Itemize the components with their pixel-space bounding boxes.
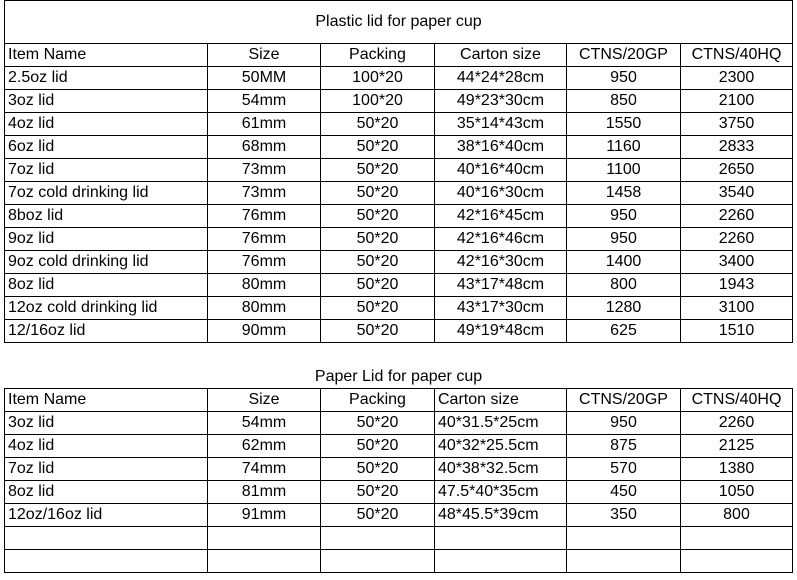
table-row [5, 205, 793, 228]
table-cell: 1160 [567, 136, 681, 159]
table-cell: 50*20 [321, 205, 435, 228]
table-cell: 35*14*43cm [435, 113, 567, 136]
table-cell: 50*20 [321, 481, 435, 504]
table-cell: 40*16*30cm [435, 182, 567, 205]
table-cell: 1380 [681, 458, 793, 481]
table-cell: 2.5oz lid [5, 67, 208, 90]
table-cell: 3100 [681, 297, 793, 320]
table-cell: 12oz/16oz lid [5, 504, 208, 527]
table-cell: 50*20 [321, 136, 435, 159]
table-cell [321, 550, 435, 573]
table-cell: 42*16*45cm [435, 205, 567, 228]
table-cell: 50*20 [321, 435, 435, 458]
table-cell: 800 [681, 504, 793, 527]
table-row [5, 90, 793, 113]
table-cell: 1550 [567, 113, 681, 136]
table-cell: 3400 [681, 251, 793, 274]
plastic-table-title: Plastic lid for paper cup [5, 1, 793, 44]
table-row [5, 113, 793, 136]
table-cell: 2260 [681, 228, 793, 251]
table-cell: 1280 [567, 297, 681, 320]
table-cell: 100*20 [321, 67, 435, 90]
table-cell: 76mm [208, 251, 321, 274]
plastic-lid-table [4, 0, 793, 343]
table-cell: 76mm [208, 205, 321, 228]
column-header: CTNS/40HQ [681, 389, 793, 412]
table-cell: 450 [567, 481, 681, 504]
table-row [5, 504, 793, 527]
table-cell: 3750 [681, 113, 793, 136]
table-cell [681, 527, 793, 550]
table-cell: 81mm [208, 481, 321, 504]
column-header: CTNS/20GP [567, 44, 681, 67]
table-cell: 50*20 [321, 274, 435, 297]
table-row [5, 67, 793, 90]
table-row [5, 228, 793, 251]
column-header: Packing [321, 389, 435, 412]
column-header: Size [208, 389, 321, 412]
table-row [5, 527, 793, 550]
table-cell: 54mm [208, 412, 321, 435]
table-cell: 6oz lid [5, 136, 208, 159]
table-row [5, 274, 793, 297]
table-cell: 50*20 [321, 159, 435, 182]
table-cell: 7oz lid [5, 458, 208, 481]
column-header: Packing [321, 44, 435, 67]
table-cell: 40*32*25.5cm [435, 435, 567, 458]
table-cell: 2125 [681, 435, 793, 458]
table-row [5, 251, 793, 274]
table-cell: 80mm [208, 297, 321, 320]
table-row [5, 297, 793, 320]
table-cell: 54mm [208, 90, 321, 113]
table-cell: 50*20 [321, 297, 435, 320]
table-row [5, 182, 793, 205]
table-cell: 8oz lid [5, 274, 208, 297]
table-cell: 950 [567, 205, 681, 228]
table-cell: 12oz cold drinking lid [5, 297, 208, 320]
table-cell [435, 550, 567, 573]
column-header: CTNS/20GP [567, 389, 681, 412]
table-cell: 7oz lid [5, 159, 208, 182]
table-cell: 50*20 [321, 228, 435, 251]
header-row [5, 389, 793, 412]
table-cell: 73mm [208, 159, 321, 182]
table-cell: 76mm [208, 228, 321, 251]
table-cell: 40*31.5*25cm [435, 412, 567, 435]
table-cell: 50*20 [321, 504, 435, 527]
table-cell: 2100 [681, 90, 793, 113]
table-cell: 8oz lid [5, 481, 208, 504]
paper-lid-table [4, 366, 793, 573]
column-header: Carton size [435, 389, 567, 412]
table-cell: 9oz lid [5, 228, 208, 251]
table-row [5, 550, 793, 573]
table-cell [321, 527, 435, 550]
table-cell: 800 [567, 274, 681, 297]
table-cell: 50*20 [321, 412, 435, 435]
table-cell: 62mm [208, 435, 321, 458]
table-cell: 38*16*40cm [435, 136, 567, 159]
table-cell [5, 550, 208, 573]
table-cell: 8boz lid [5, 205, 208, 228]
table-cell: 50*20 [321, 182, 435, 205]
table-cell: 1050 [681, 481, 793, 504]
table-cell [208, 550, 321, 573]
table-cell: 570 [567, 458, 681, 481]
table-cell: 47.5*40*35cm [435, 481, 567, 504]
table-cell: 2300 [681, 67, 793, 90]
table-cell [681, 550, 793, 573]
table-cell: 1510 [681, 320, 793, 343]
table-cell: 12/16oz lid [5, 320, 208, 343]
table-row [5, 159, 793, 182]
table-cell [567, 550, 681, 573]
table-cell: 44*24*28cm [435, 67, 567, 90]
table-cell: 50*20 [321, 320, 435, 343]
table-cell: 950 [567, 228, 681, 251]
table-cell: 950 [567, 412, 681, 435]
paper-table-title: Paper Lid for paper cup [5, 366, 793, 389]
table-cell: 2260 [681, 205, 793, 228]
table-cell: 49*19*48cm [435, 320, 567, 343]
table-cell: 875 [567, 435, 681, 458]
column-header: Item Name [5, 389, 208, 412]
table-cell: 7oz cold drinking lid [5, 182, 208, 205]
table-cell: 48*45.5*39cm [435, 504, 567, 527]
table-row [5, 435, 793, 458]
table-cell: 68mm [208, 136, 321, 159]
table-cell: 1458 [567, 182, 681, 205]
column-header: CTNS/40HQ [681, 44, 793, 67]
table-cell: 1943 [681, 274, 793, 297]
table-cell: 2650 [681, 159, 793, 182]
table-cell [567, 527, 681, 550]
table-cell: 40*16*40cm [435, 159, 567, 182]
table-cell: 850 [567, 90, 681, 113]
table-cell: 950 [567, 67, 681, 90]
table-cell: 50*20 [321, 458, 435, 481]
table-cell: 43*17*48cm [435, 274, 567, 297]
table-cell: 3oz lid [5, 90, 208, 113]
table-cell: 43*17*30cm [435, 297, 567, 320]
table-cell: 80mm [208, 274, 321, 297]
table-row [5, 320, 793, 343]
table-cell: 100*20 [321, 90, 435, 113]
table-row [5, 136, 793, 159]
table-cell: 90mm [208, 320, 321, 343]
table-row [5, 481, 793, 504]
table-row [5, 458, 793, 481]
table-cell: 50*20 [321, 251, 435, 274]
table-cell [208, 527, 321, 550]
header-row [5, 44, 793, 67]
table-cell: 3540 [681, 182, 793, 205]
column-header: Size [208, 44, 321, 67]
table-cell: 4oz lid [5, 435, 208, 458]
table-cell: 350 [567, 504, 681, 527]
table-cell: 2833 [681, 136, 793, 159]
table-cell: 73mm [208, 182, 321, 205]
table-cell: 42*16*46cm [435, 228, 567, 251]
table-cell: 9oz cold drinking lid [5, 251, 208, 274]
table-cell: 40*38*32.5cm [435, 458, 567, 481]
table-cell: 91mm [208, 504, 321, 527]
table-cell [5, 527, 208, 550]
table-row [5, 412, 793, 435]
table-cell: 50MM [208, 67, 321, 90]
table-cell [435, 527, 567, 550]
table-cell: 50*20 [321, 113, 435, 136]
table-cell: 74mm [208, 458, 321, 481]
table-cell: 3oz lid [5, 412, 208, 435]
table-cell: 4oz lid [5, 113, 208, 136]
column-header: Item Name [5, 44, 208, 67]
table-cell: 1400 [567, 251, 681, 274]
table-cell: 42*16*30cm [435, 251, 567, 274]
table-cell: 625 [567, 320, 681, 343]
table-cell: 49*23*30cm [435, 90, 567, 113]
table-cell: 61mm [208, 113, 321, 136]
table-cell: 1100 [567, 159, 681, 182]
table-cell: 2260 [681, 412, 793, 435]
column-header: Carton size [435, 44, 567, 67]
